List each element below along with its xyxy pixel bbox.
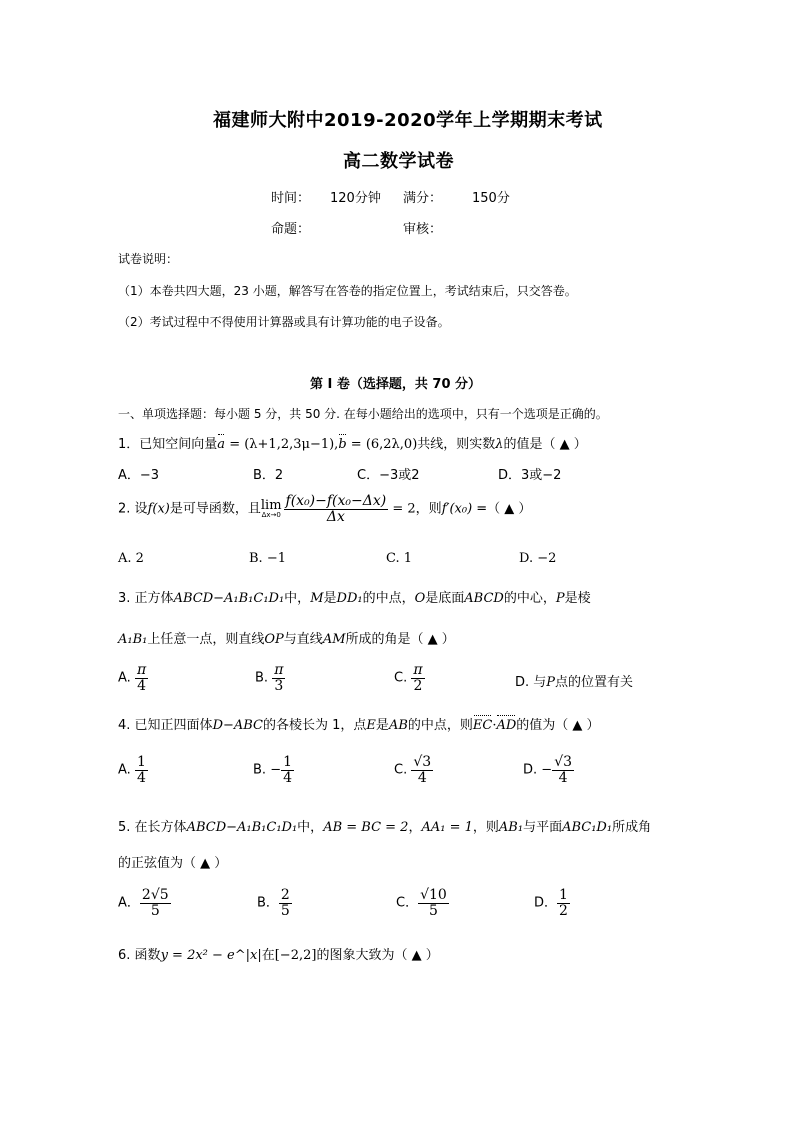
- exam-title: 福建师大附中2019-2020学年上学期期末考试: [213, 110, 603, 131]
- q1-number: 1．: [118, 437, 140, 452]
- q1-b-expr: = (6,2λ,0): [346, 437, 418, 452]
- q3-text-2c: 所成的角是（ ▲ ）: [345, 632, 455, 647]
- q4-option-c-num: √3: [413, 754, 432, 770]
- q5-option-c: [396, 888, 449, 918]
- q5-AB1: AB₁: [498, 820, 524, 835]
- q3-text-1b: 中，: [284, 591, 311, 606]
- exam-subtitle: 高二数学试卷: [343, 151, 454, 172]
- q6-number: 6.: [118, 948, 131, 963]
- q5-cond-1: AB = BC = 2: [323, 820, 409, 835]
- q3-option-d-text: D. 与: [515, 675, 547, 690]
- q4-option-c-frac: [411, 755, 433, 785]
- q3-option-d-P: P: [546, 675, 556, 690]
- q6-text-1: 函数: [134, 948, 161, 963]
- q1-text-1: 已知空间向量: [139, 437, 218, 452]
- q4-vector-EC: EC: [472, 718, 493, 733]
- q3-option-a-label: A.: [118, 670, 131, 686]
- q4-vector-AD: AD: [496, 718, 517, 733]
- q4-text-4: 的中点，则: [407, 718, 473, 733]
- q2-text-1: 设: [134, 501, 148, 517]
- q4-option-d-sign: −: [541, 762, 553, 778]
- q4-option-b: [253, 755, 294, 785]
- q3-option-b-frac: [272, 663, 285, 693]
- q5-number: 5.: [118, 820, 131, 835]
- q2-option-b: B. −1: [249, 551, 286, 566]
- q5-option-a-den: 5: [150, 902, 160, 919]
- q1-vector-a: a: [217, 437, 226, 452]
- q2-lim-word: lim: [260, 498, 282, 514]
- instruction-item-2: （2）考试过程中不得使用计算器或具有计算功能的电子设备。: [118, 315, 450, 329]
- q3-text-1d: 的中点，: [362, 591, 415, 606]
- q2-limit: [261, 499, 282, 519]
- author-label: 命题：: [271, 222, 311, 237]
- q3-option-c-den: 2: [413, 677, 423, 694]
- q5-option-d-label: D．: [534, 895, 558, 911]
- q4-number: 4.: [118, 718, 131, 733]
- q5-box: ABCD−A₁B₁C₁D₁: [186, 820, 298, 835]
- q3-text-1a: 正方体: [134, 591, 174, 606]
- q4-option-c-den: 4: [417, 769, 427, 786]
- part1-heading: 第 I 卷（选择题，共 70 分）: [310, 377, 482, 392]
- q5-text-3: ，: [408, 820, 422, 835]
- q3-number: 3.: [118, 591, 131, 606]
- q5-option-b: [257, 888, 292, 918]
- q2-text-3: ，则: [415, 501, 442, 517]
- q2-text-2: 是可导函数，且: [169, 501, 261, 517]
- reviewer-label: 审核：: [403, 222, 443, 237]
- q4-option-c-label: C.: [394, 762, 408, 778]
- q1-option-a: A．−3: [118, 468, 160, 483]
- q5-option-c-num: √10: [420, 887, 447, 903]
- score-value: 150分: [472, 191, 510, 206]
- q6-text-3: 的图象大致为（ ▲ ）: [316, 948, 439, 963]
- q5-option-c-label: C．: [396, 895, 419, 911]
- q2-option-c: C. 1: [386, 551, 413, 566]
- q3-option-a-frac: [135, 663, 148, 693]
- q5-line-2: 的正弦值为（ ▲ ）: [118, 856, 228, 871]
- q4-tetrahedron: D−ABC: [212, 718, 264, 733]
- q5-text-4: ，则: [472, 820, 499, 835]
- q1-lambda: λ: [495, 437, 504, 452]
- q5-option-c-den: 5: [428, 902, 438, 919]
- q1-option-d: D．3或−2: [498, 468, 562, 483]
- q2-fprime: f′(x₀): [441, 501, 473, 517]
- q4-dot: ·: [492, 718, 497, 733]
- question-3-line-2: [118, 628, 455, 647]
- q3-DD1: DD₁: [336, 591, 363, 606]
- q3-text-1g: 是棱: [564, 591, 591, 606]
- q4-option-d-num: √3: [554, 754, 573, 770]
- time-label: 时间：: [271, 191, 311, 206]
- q5-option-d-frac: [557, 888, 570, 918]
- q4-option-d-frac: [552, 755, 574, 785]
- q2-option-a: A. 2: [118, 551, 144, 566]
- q3-option-c-label: C.: [394, 670, 408, 686]
- q1-option-b: B．2: [253, 468, 284, 483]
- q4-option-b-sign: −: [270, 762, 282, 778]
- q4-text-5: 的值为（ ▲ ）: [516, 718, 600, 733]
- q1-text-2: 共线，则实数: [417, 437, 496, 452]
- q2-number: 2.: [118, 501, 131, 517]
- q3-option-d-end: 点的位置有关: [555, 675, 634, 690]
- q3-P: P: [555, 591, 565, 606]
- question-1: [118, 433, 587, 452]
- question-3: [118, 587, 591, 606]
- q5-option-d-den: 2: [559, 902, 568, 919]
- q4-option-b-label: B.: [253, 762, 267, 778]
- q5-text-6: 所成角: [612, 820, 652, 835]
- q4-option-d: [523, 755, 574, 785]
- q5-text-2: 中，: [297, 820, 324, 835]
- q2-equals: = 2: [388, 501, 416, 517]
- q3-option-c-frac: [411, 663, 424, 693]
- question-4: [118, 714, 600, 733]
- q4-option-b-num: 1: [283, 754, 293, 770]
- q5-option-d: [534, 888, 570, 918]
- q4-text-1: 已知正四面体: [134, 718, 213, 733]
- q3-option-a: [118, 663, 148, 693]
- q5-cond-2: AA₁ = 1: [421, 820, 473, 835]
- section-instruction: 一、单项选择题：每小题 5 分，共 50 分. 在每小题给出的选项中，只有一个选项是正确的。: [118, 407, 608, 421]
- q2-option-d: D. −2: [519, 551, 557, 566]
- q4-option-d-label: D.: [523, 762, 538, 778]
- q2-fx: f(x): [147, 501, 170, 517]
- q3-ABCD: ABCD: [464, 591, 504, 606]
- q3-option-a-den: 4: [137, 677, 146, 694]
- q4-option-a-den: 4: [136, 769, 146, 786]
- q6-interval: [−2,2]: [274, 948, 317, 963]
- q5-option-b-num: 2: [280, 887, 290, 903]
- q4-text-2: 的各棱长为 1，点: [263, 718, 367, 733]
- q2-lim-under: Δx→0: [261, 511, 281, 520]
- q3-AM: AM: [322, 632, 346, 647]
- q4-option-c: [394, 755, 433, 785]
- q4-option-b-frac: [281, 755, 294, 785]
- q5-plane: ABC₁D₁: [562, 820, 613, 835]
- instruction-item-1: （1）本卷共四大题，23 小题，解答写在答卷的指定位置上，考试结束后，只交答卷。: [118, 284, 577, 298]
- q2-numerator: f(x₀)−f(x₀−Δx): [285, 493, 387, 509]
- q5-option-b-den: 5: [280, 902, 290, 919]
- q1-text-3: 的值是（ ▲ ）: [503, 437, 587, 452]
- q5-option-a-frac: [140, 888, 171, 918]
- score-label: 满分：: [403, 191, 443, 206]
- q2-fraction: [284, 494, 389, 524]
- q3-option-d: [515, 671, 633, 690]
- time-value: 120分钟: [330, 191, 381, 206]
- question-6: [118, 944, 439, 963]
- q4-E: E: [366, 718, 376, 733]
- q5-text-5: 与平面: [523, 820, 563, 835]
- q3-text-2b: 与直线: [283, 632, 323, 647]
- q1-a-expr: = (λ+1,2,3μ−1),: [225, 437, 339, 452]
- q4-AB: AB: [388, 718, 408, 733]
- q5-option-c-frac: [418, 888, 449, 918]
- q3-option-c-num: π: [413, 662, 423, 678]
- q3-option-b: [255, 663, 285, 693]
- question-2: [118, 494, 531, 524]
- q4-option-a: [118, 755, 148, 785]
- q4-option-a-num: 1: [136, 754, 146, 770]
- q3-option-b-label: B.: [255, 670, 269, 686]
- q2-text-4: =（ ▲ ）: [472, 501, 532, 517]
- q4-option-a-frac: [135, 755, 148, 785]
- q3-text-1f: 的中心，: [503, 591, 556, 606]
- q3-text-1e: 是底面: [425, 591, 465, 606]
- q4-option-d-den: 4: [558, 769, 568, 786]
- q1-option-c: C．−3或2: [357, 468, 420, 483]
- q5-option-d-num: 1: [559, 887, 568, 903]
- q3-option-a-num: π: [136, 662, 147, 678]
- question-5: [118, 816, 651, 835]
- q3-OP: OP: [264, 632, 284, 647]
- q2-denominator: Δx: [326, 508, 345, 525]
- q5-text-1: 在长方体: [134, 820, 187, 835]
- q4-option-a-label: A.: [118, 762, 131, 778]
- instructions-heading: 试卷说明：: [118, 252, 179, 266]
- q6-text-2: 在: [261, 948, 275, 963]
- q1-vector-b: b: [338, 437, 347, 452]
- q3-text-1c: 是: [323, 591, 337, 606]
- q5-option-b-label: B．: [257, 895, 279, 911]
- q5-option-a-label: A．: [118, 895, 140, 911]
- q3-option-b-num: π: [274, 662, 284, 678]
- q5-option-a: [118, 888, 171, 918]
- q3-A1B1: A₁B₁: [118, 632, 148, 647]
- q4-option-b-den: 4: [283, 769, 293, 786]
- q3-option-c: [394, 663, 425, 693]
- q5-option-a-num: 2√5: [141, 887, 169, 903]
- q3-option-b-den: 3: [274, 677, 284, 694]
- q3-M: M: [310, 591, 324, 606]
- q3-text-2a: 上任意一点，则直线: [147, 632, 265, 647]
- q3-O: O: [414, 591, 426, 606]
- q3-cube: ABCD−A₁B₁C₁D₁: [173, 591, 285, 606]
- q4-text-3: 是: [375, 718, 389, 733]
- q6-function: y = 2x² − e^|x|: [160, 948, 262, 963]
- q5-option-b-frac: [279, 888, 292, 918]
